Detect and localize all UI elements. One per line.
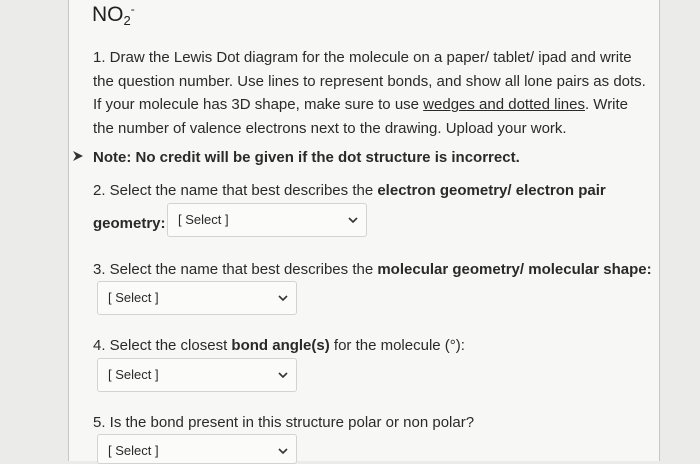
formula-main: NO (92, 3, 124, 26)
chevron-down-icon (278, 447, 288, 455)
question-4-bold: bond angle(s) (231, 337, 330, 354)
question-1-text (93, 46, 653, 140)
bond-angle-select[interactable] (97, 358, 297, 392)
question-4-prefix: 4. Select the closest (93, 337, 232, 354)
select-value: [ Select ] (108, 443, 159, 458)
question-2-text (93, 182, 606, 199)
chevron-down-icon (278, 294, 288, 302)
question-2-bold: electron geometry/ electron pair (377, 182, 606, 199)
question-1-body: 1. Draw the Lewis Dot diagram for the molecule on a paper/ tablet/ ipad and write the question number. Use lines to represent bonds, and show all lone pairs as dots. If your molecule has 3D shape, make sure to use (93, 49, 646, 113)
question-4-suffix: for the molecule (°): (329, 337, 465, 354)
formula-subscript: 2 (123, 13, 131, 28)
note-text: Note: No credit will be given if the dot structure is incorrect. (93, 149, 520, 166)
formula-title (92, 2, 135, 28)
electron-geometry-select[interactable] (167, 203, 367, 237)
question-3-text (93, 261, 652, 278)
question-3-prefix: 3. Select the name that best describes the (93, 261, 378, 278)
question-3-bold: molecular geometry/ molecular shape: (377, 261, 652, 278)
question-2-label (93, 215, 166, 232)
select-value: [ Select ] (108, 290, 159, 305)
chevron-down-icon (348, 216, 358, 224)
question-2-bold-line2: geometry: (93, 215, 166, 232)
wedges-link: wedges and dotted lines (423, 96, 585, 113)
bond-polarity-select[interactable] (97, 434, 297, 464)
question-1-tail: . Write the number of valence electrons next to the drawing. Upload your work. (93, 96, 629, 137)
formula-superscript: - (130, 2, 135, 16)
select-value: [ Select ] (108, 367, 159, 382)
chevron-down-icon (278, 371, 288, 379)
molecular-geometry-select[interactable] (97, 281, 297, 315)
arrow-marker-icon (72, 150, 84, 165)
select-value: [ Select ] (178, 212, 229, 227)
question-5-text: 5. Is the bond present in this structure polar or non polar? (93, 414, 475, 431)
question-2-prefix: 2. Select the name that best describes the (93, 182, 378, 199)
question-4-text (93, 337, 465, 354)
